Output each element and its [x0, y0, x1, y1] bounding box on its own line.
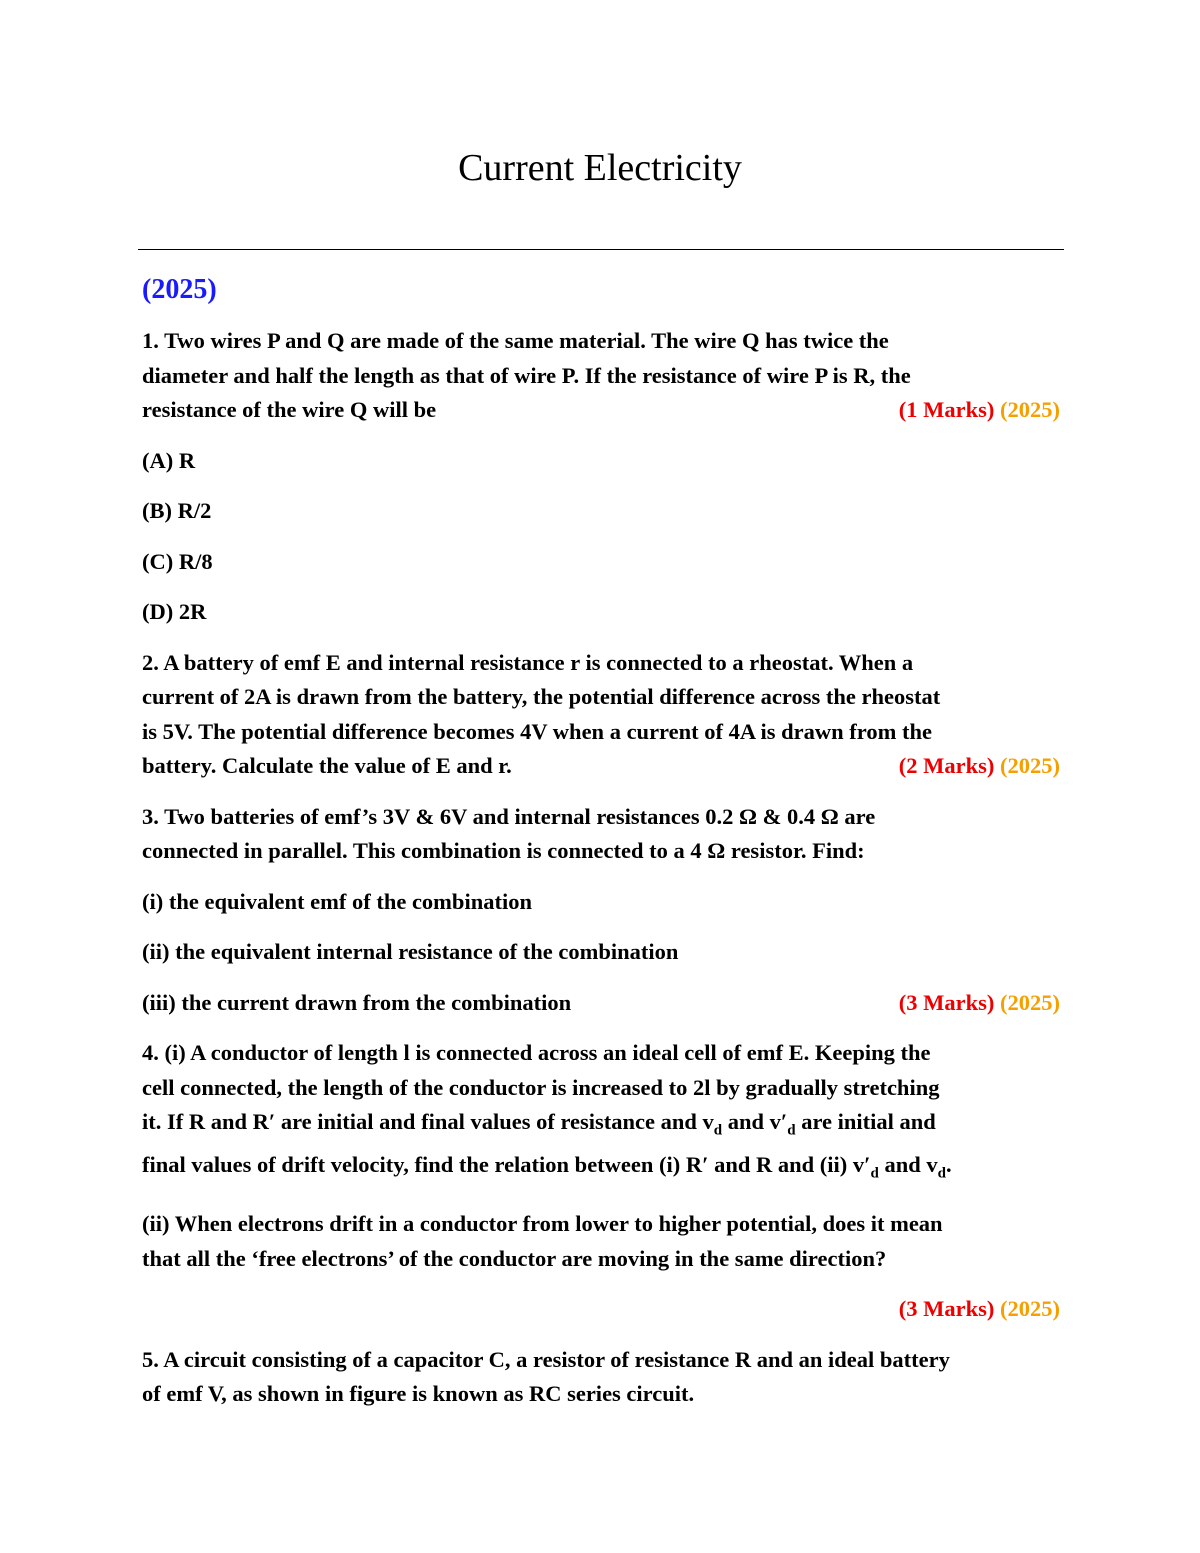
question-text: battery. Calculate the value of E and r.	[142, 753, 512, 778]
question-line: connected in parallel. This combination is connected to a 4 Ω resistor. Find:	[142, 838, 865, 863]
question-line: is 5V. The potential difference becomes 4V when a current of 4A is drawn from the	[142, 718, 932, 744]
question-5	[142, 1343, 1060, 1412]
marks-label: (3 Marks)	[898, 1296, 995, 1321]
question-last-line	[142, 749, 1060, 784]
question-line: 4. (i) A conductor of length l is connected across an ideal cell of emf E. Keeping the	[142, 1040, 931, 1065]
question-line: (ii) When electrons drift in a conductor from lower to higher potential, does it mean	[142, 1211, 943, 1236]
title-divider	[138, 249, 1064, 250]
marks-tag	[899, 393, 1060, 428]
marks-label: (3 Marks)	[898, 989, 995, 1015]
marks-label: (2 Marks)	[898, 753, 995, 778]
year-label: (2025)	[1000, 1296, 1060, 1321]
question-1	[142, 324, 1060, 428]
content	[142, 270, 1060, 1428]
section-year-heading: (2025)	[142, 274, 217, 305]
option-d: (D) 2R	[142, 599, 207, 624]
marks-label: (1 Marks)	[898, 397, 995, 422]
question-line: 2. A battery of emf E and internal resistance r is connected to a rheostat. When a	[142, 649, 914, 675]
question-line: cell connected, the length of the conductor is increased to 2l by gradually stretching	[142, 1074, 940, 1100]
question-line: 1. Two wires P and Q are made of the same material. The wire Q has twice the	[142, 328, 889, 353]
option-b: (B) R/2	[142, 498, 212, 523]
question-text: resistance of the wire Q will be	[142, 397, 437, 422]
question-line: 5. A circuit consisting of a capacitor C, a resistor of resistance R and an ideal battery	[142, 1346, 950, 1372]
year-label: (2025)	[1000, 753, 1060, 778]
question-3-part-i: (i) the equivalent emf of the combination	[142, 888, 532, 914]
question-text: (iii) the current drawn from the combination	[142, 989, 572, 1015]
question-3	[142, 800, 1060, 869]
question-line: it. If R and R′ are initial and final values of resistance and $v_d$ and $v'_d$ are initial and	[142, 1109, 936, 1139]
question-2	[142, 646, 1060, 784]
question-line: 3. Two batteries of emf’s 3V & 6V and internal resistances 0.2 Ω & 0.4 Ω are	[142, 803, 876, 829]
question-last-line	[142, 393, 1060, 428]
marks-tag	[899, 986, 1060, 1021]
question-4-part-ii	[142, 1207, 1060, 1276]
question-line: that all the ‘free electrons’ of the conductor are moving in the same direction?	[142, 1245, 887, 1271]
page-title: Current Electricity	[458, 147, 742, 189]
question-line: diameter and half the length as that of wire P. If the resistance of wire P is R, the	[142, 362, 911, 388]
question-line: current of 2A is drawn from the battery, the potential difference across the rheostat	[142, 684, 941, 709]
year-label: (2025)	[1000, 397, 1060, 422]
question-line: of emf V, as shown in figure is known as RC series circuit.	[142, 1381, 695, 1406]
marks-tag	[899, 749, 1060, 784]
marks-tag	[142, 1292, 1060, 1327]
question-3-part-ii: (ii) the equivalent internal resistance of the combination	[142, 939, 679, 964]
option-a: (A) R	[142, 447, 196, 473]
question-line: final values of drift velocity, find the relation between (i) R′ and R and (ii) $v'_d$ and $v_d$.	[142, 1152, 952, 1182]
year-label: (2025)	[1000, 989, 1060, 1015]
option-c: (C) R/8	[142, 548, 213, 574]
question-4	[142, 1036, 1060, 1191]
question-3-part-iii	[142, 986, 1060, 1021]
